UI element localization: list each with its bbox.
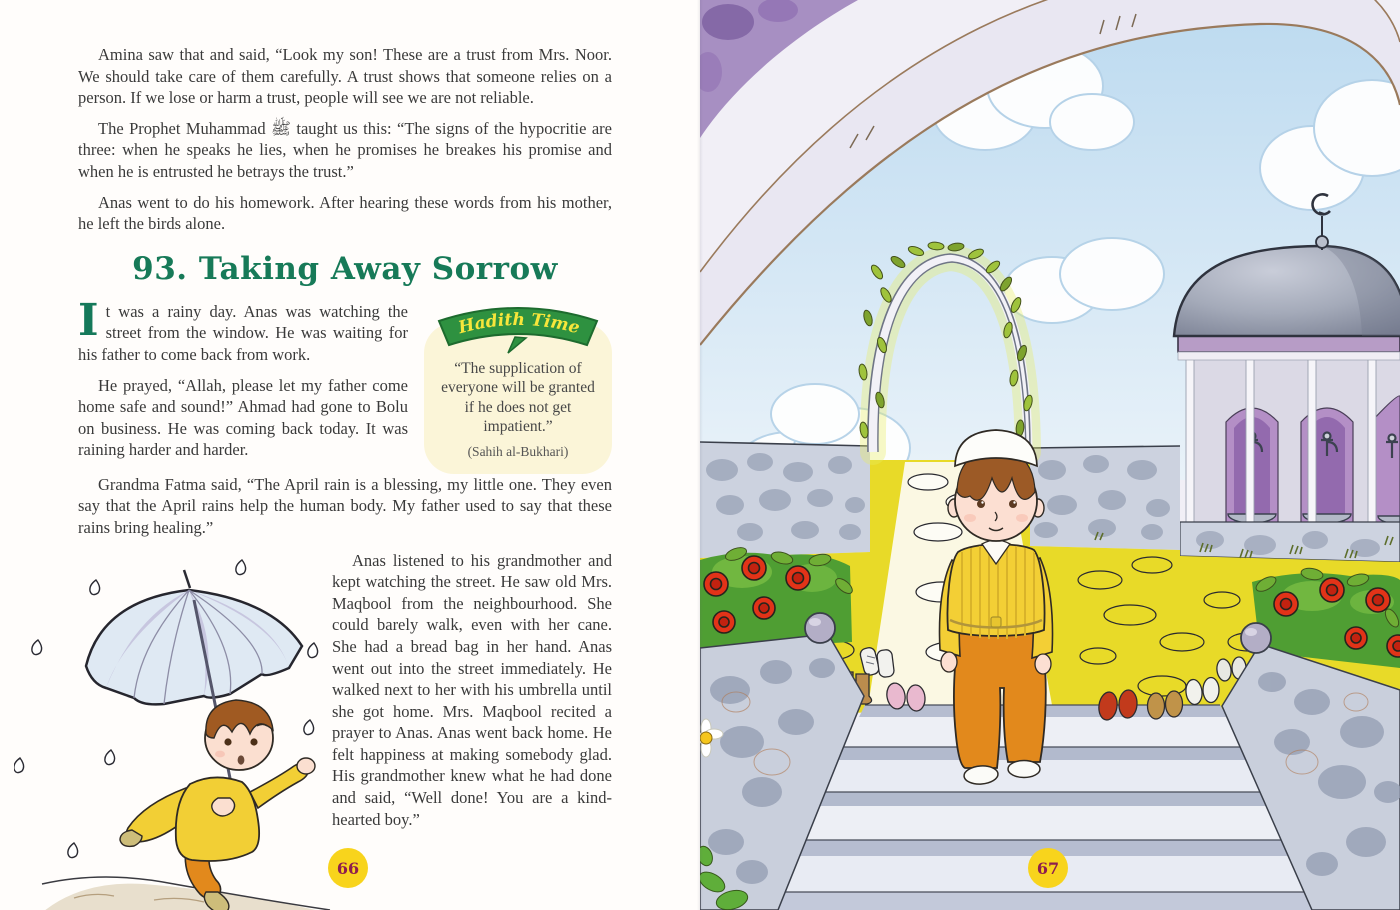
paragraph-prophet: The Prophet Muhammad ﷺ taught us this: “The signs of the hypocritie are three: when he speaks he lies, when he promises he breakes his promise and when he is entrusted he betrays the trust.” [78, 118, 612, 181]
umbrella-icon [86, 570, 302, 812]
hadith-time-box [424, 309, 612, 474]
page-number-left-value: 66 [336, 858, 360, 878]
running-boy [120, 700, 315, 910]
paragraph-prayer: He prayed, “Allah, please let my father come home safe and sound!” Ahmad had gone to Bolu on business. He was coming back today. It was raining harder and harder. [78, 375, 408, 460]
chapter-title: 93. Taking Away Sorrow [132, 250, 558, 287]
paragraph-amina: Amina saw that and said, “Look my son! These are a trust from Mrs. Noor. We should take care of them carefully. A trust shows that someone relies on a person. If we lose or harm a trust, people will see we are not reliable. [78, 45, 612, 108]
hadith-time-banner-icon [425, 293, 611, 359]
newel-sphere [1241, 623, 1271, 653]
page-number-right [1028, 848, 1068, 888]
hadith-source: (Sahih al-Bukhari) [467, 443, 569, 459]
drop-cap: I [78, 294, 99, 346]
paragraph-maqbool: Anas listened to his grandmother and kept watching the street. He saw old Mrs. Maqbool from the neighbourhood. She could barely walk, even with her cane. She had a bread bag in her hand. Anas went out into the street immediately. He walked next to her with his umbrella until she got home. Mrs. Maqbool recited a prayer to Anas. Anas went back home. He felt happiness at making somebody glad. His grandmother knew what he had done and said, “Well done! You are a kind-hearted boy.” [332, 550, 612, 829]
boy-hand [1035, 654, 1051, 674]
story-column [78, 294, 408, 470]
newel-sphere [805, 613, 835, 643]
boy-shoe [1008, 761, 1040, 778]
page-number-right-value: 67 [1036, 858, 1060, 878]
courtyard-illustration [700, 0, 1400, 910]
two-column-section [78, 294, 612, 474]
boy-head [948, 430, 1044, 541]
hadith-quote: “The supplication of everyone will be granted if he does not get impatient.” [441, 359, 595, 436]
story-column-2 [332, 548, 612, 910]
umbrella-boy-icon [14, 548, 332, 910]
paragraph-homework: Anas went to do his homework. After hearing these words from his mother, he left the birds alone. [78, 192, 612, 234]
right-page [700, 0, 1400, 910]
paragraph-rainy-day [78, 294, 408, 366]
paragraph-rainy-day-text: t was a rainy day. Anas was watching the street from the window. He was waiting for his father to come back from work. [78, 301, 408, 364]
boy-hand [941, 652, 957, 672]
hadith-badge-label: Hadith Time [456, 309, 582, 339]
umbrella-boy-illustration [14, 548, 332, 910]
page-gutter [697, 0, 703, 910]
paragraph-grandma: Grandma Fatma said, “The April rain is a blessing, my little one. They even say that the April rains help the human body. My father used to say that these rains bring healing.” [78, 474, 612, 537]
page-number-left [328, 848, 368, 888]
ground-hill [34, 877, 332, 910]
